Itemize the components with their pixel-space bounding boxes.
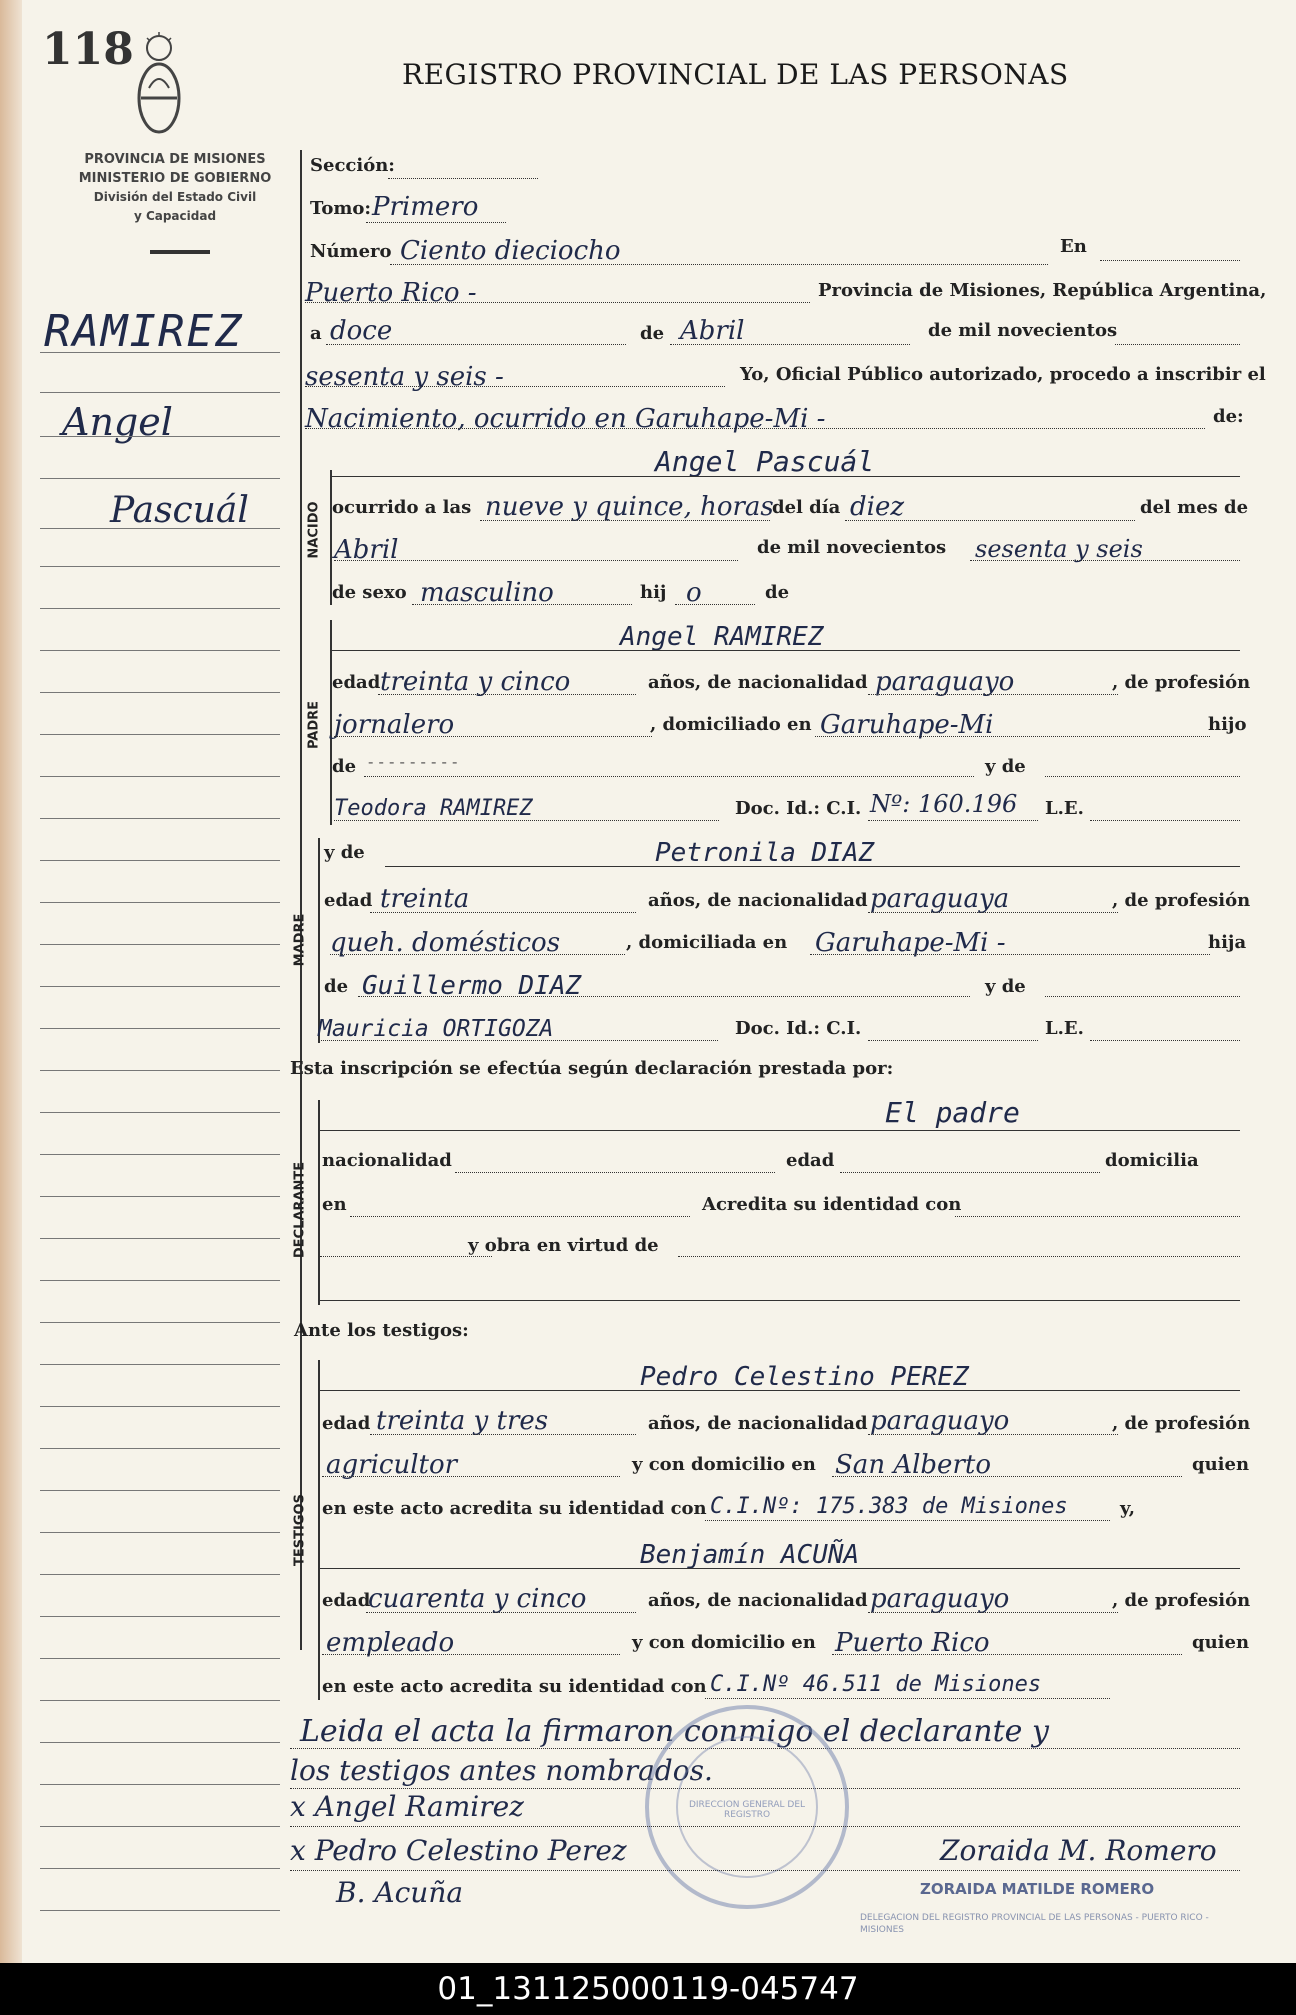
testigo1-nacionalidad-value: paraguayo [870,1406,1010,1436]
de-label: de [640,323,665,344]
hijo-label: hij [640,582,667,603]
institution-line: PROVINCIA DE MISIONES [84,152,266,167]
domiciliada-label: , domiciliada en [626,932,788,953]
domiciliado-label: , domiciliado en [650,714,812,735]
testigo1-profesion-value: agricultor [326,1450,458,1480]
testigos-intro: Ante los testigos: [294,1320,469,1341]
declarante-edad-label: edad [786,1150,835,1171]
margin-middle-name: Pascuál [110,490,249,531]
madre-nacionalidad-value: paraguaya [870,884,1010,914]
madre-edad-value: treinta [380,884,470,914]
nacido-section-label: NACIDO [306,501,322,559]
de-mil-label: de mil novecientos [928,320,1118,341]
del-dia-label: del día [772,497,841,518]
padre-domicilio-value: Garuhape-Mi [820,710,994,740]
madre-section-label: MADRE [292,913,308,967]
testigo1-edad-label: edad [322,1413,371,1434]
madre-edad-label: edad [324,890,373,911]
signature-testigo-1: x Pedro Celestino Perez [290,1834,627,1867]
signature-official: Zoraida M. Romero [940,1834,1217,1867]
de-mil-nac-label: de mil novecientos [757,537,947,558]
padre-profesion-label: , de profesión [1112,672,1251,693]
testigo2-profesion-label: , de profesión [1112,1590,1251,1611]
padre-anios-label: años, de nacionalidad [648,672,868,693]
padre-nombre: Angel RAMIREZ [620,622,824,652]
yo-oficial-label: Yo, Oficial Público autorizado, procedo a inscribir el [740,364,1266,385]
tomo-value: Primero [372,192,479,222]
institution-block [55,150,295,226]
declarante-domicilia-label: domicilia [1105,1150,1199,1171]
padre-padre-value: - - - - - - - - - [368,752,458,771]
testigo2-nombre: Benjamín ACUÑA [640,1540,860,1570]
testigo1-doc-value: C.I.Nº: 175.383 de Misiones [710,1494,1068,1519]
testigo2-doc-value: C.I.Nº 46.511 de Misiones [710,1672,1042,1697]
padre-nacionalidad-value: paraguayo [875,667,1015,697]
padre-de-label: de [332,756,357,777]
hijo-suffix: o [686,578,702,608]
lugar-value: Puerto Rico - [305,278,477,308]
testigos-section-label: TESTIGOS [292,1494,308,1566]
madre-anios-label: años, de nacionalidad [648,890,868,911]
mes-nac-value: Abril [334,535,399,565]
provincia-label: Provincia de Misiones, República Argentina, [818,280,1267,301]
ocurrido-label: ocurrido a las [332,497,472,518]
testigo1-acredita-label: en este acto acredita su identidad con [322,1498,707,1519]
testigo2-edad-value: cuarenta y cinco [368,1584,587,1614]
madre-profesion-label: , de profesión [1112,890,1251,911]
tipo-value: Nacimiento, ocurrido en Garuhape-Mi - [305,404,826,434]
institution-line: MINISTERIO DE GOBIERNO [78,171,272,186]
seccion-label: Sección: [310,155,395,176]
padre-section-label: PADRE [306,700,322,750]
madre-madre-value: Mauricia ORTIGOZA [318,1016,554,1042]
madre-hija-label: hija [1208,932,1247,953]
hora-value: nueve y quince, horas [485,492,774,522]
sexo-value: masculino [420,578,554,608]
anio-nac-value: sesenta y seis [975,535,1143,563]
a-label: a [310,323,322,344]
coat-of-arms-icon [135,30,183,140]
en-label: En [1060,236,1087,257]
padre-edad-value: treinta y cinco [380,667,571,697]
round-seal [640,1700,855,1915]
nac-de-label: de [765,582,790,603]
institution-line: y Capacidad [133,209,217,223]
madre-y-de-label: y de [324,842,365,863]
madre-nombre: Petronila DIAZ [655,838,875,868]
testigo1-nombre: Pedro Celestino PEREZ [640,1362,969,1392]
numero-value: Ciento dieciocho [400,236,621,266]
testigo1-quien-label: quien [1192,1454,1250,1475]
testigo2-domicilio-label: y con domicilio en [632,1632,816,1653]
mes-value: Abril [680,316,745,346]
padre-hijo-label: hijo [1208,714,1247,735]
testigo2-acredita-label: en este acto acredita su identidad con [322,1676,707,1697]
testigo1-anios-label: años, de nacionalidad [648,1413,868,1434]
madre-doc-label: Doc. Id.: C.I. [735,1018,862,1039]
padre-le-label: L.E. [1045,798,1084,819]
madre-profesion-value: queh. domésticos [330,928,561,958]
seal-text: DIRECCION GENERAL DEL REGISTRO [688,1800,806,1820]
declarante-nombre: El padre [885,1096,1020,1129]
testigo1-profesion-label: , de profesión [1112,1413,1251,1434]
institution-line: División del Estado Civil [93,190,257,204]
tomo-label: Tomo: [310,198,372,219]
de-colon-label: de: [1213,406,1244,427]
testigo2-nacionalidad-value: paraguayo [870,1584,1010,1614]
anio-value: sesenta y seis - [305,362,504,392]
testigo2-quien-label: quien [1192,1632,1250,1653]
declarante-nacionalidad-label: nacionalidad [322,1150,452,1171]
testigo2-domicilio-value: Puerto Rico [835,1628,990,1658]
padre-doc-label: Doc. Id.: C.I. [735,798,862,819]
dia-nac-value: diez [850,492,905,522]
declarante-en-label: en [322,1194,347,1215]
testigo1-y-label: y, [1120,1498,1136,1519]
office-stamp: DELEGACION DEL REGISTRO PROVINCIAL DE LAS PERSONAS - PUERTO RICO - MISIONES [860,1913,1209,1935]
declarante-section-label: DECLARANTE [292,1161,308,1259]
signature-testigo-2: B. Acuña [336,1876,464,1909]
del-mes-label: del mes de [1140,497,1249,518]
testigo2-profesion-value: empleado [326,1628,455,1658]
numero-label: Número [310,241,392,262]
declarante-acredita-label: Acredita su identidad con [702,1194,962,1215]
testigo1-edad-value: treinta y tres [376,1406,549,1436]
declarante-intro: Esta inscripción se efectúa según declaración prestada por: [290,1058,894,1079]
page-number: 118 [42,24,134,75]
book-spine [0,0,22,1963]
closing-line-2: los testigos antes nombrados. [290,1754,713,1787]
padre-doc-value: Nº: 160.196 [870,790,1018,818]
file-id-footer: 01_131125000119-045747 [0,1963,1296,2015]
testigo2-anios-label: años, de nacionalidad [648,1590,868,1611]
sexo-label: de sexo [332,582,407,603]
signature-declarante: x Angel Ramirez [290,1790,524,1823]
madre-de-label: de [324,976,349,997]
nacido-nombre: Angel Pascuál [655,445,875,478]
padre-y-de-label: y de [985,756,1026,777]
testigo1-domicilio-value: San Alberto [835,1450,991,1480]
padre-profesion-value: jornalero [334,710,455,740]
padre-edad-label: edad [332,672,381,693]
official-name-stamp: ZORAIDA MATILDE ROMERO [920,1880,1155,1898]
margin-surname: RAMIREZ [44,306,244,357]
madre-domicilio-value: Garuhape-Mi - [815,928,1006,958]
dia-value: doce [330,316,393,346]
declarante-obra-label: y obra en virtud de [468,1235,659,1256]
padre-madre-value: Teodora RAMIREZ [334,796,533,821]
testigo1-domicilio-label: y con domicilio en [632,1454,816,1475]
testigo2-edad-label: edad [322,1590,371,1611]
madre-padre-value: Guillermo DIAZ [362,971,582,1001]
header-rule [150,250,210,254]
closing-line-1: Leida el acta la firmaron conmigo el declarante y [300,1714,1049,1749]
madre-y-de2-label: y de [985,976,1026,997]
madre-le-label: L.E. [1045,1018,1084,1039]
margin-first-name: Angel [62,400,173,444]
registry-title: REGISTRO PROVINCIAL DE LAS PERSONAS [402,58,1069,91]
